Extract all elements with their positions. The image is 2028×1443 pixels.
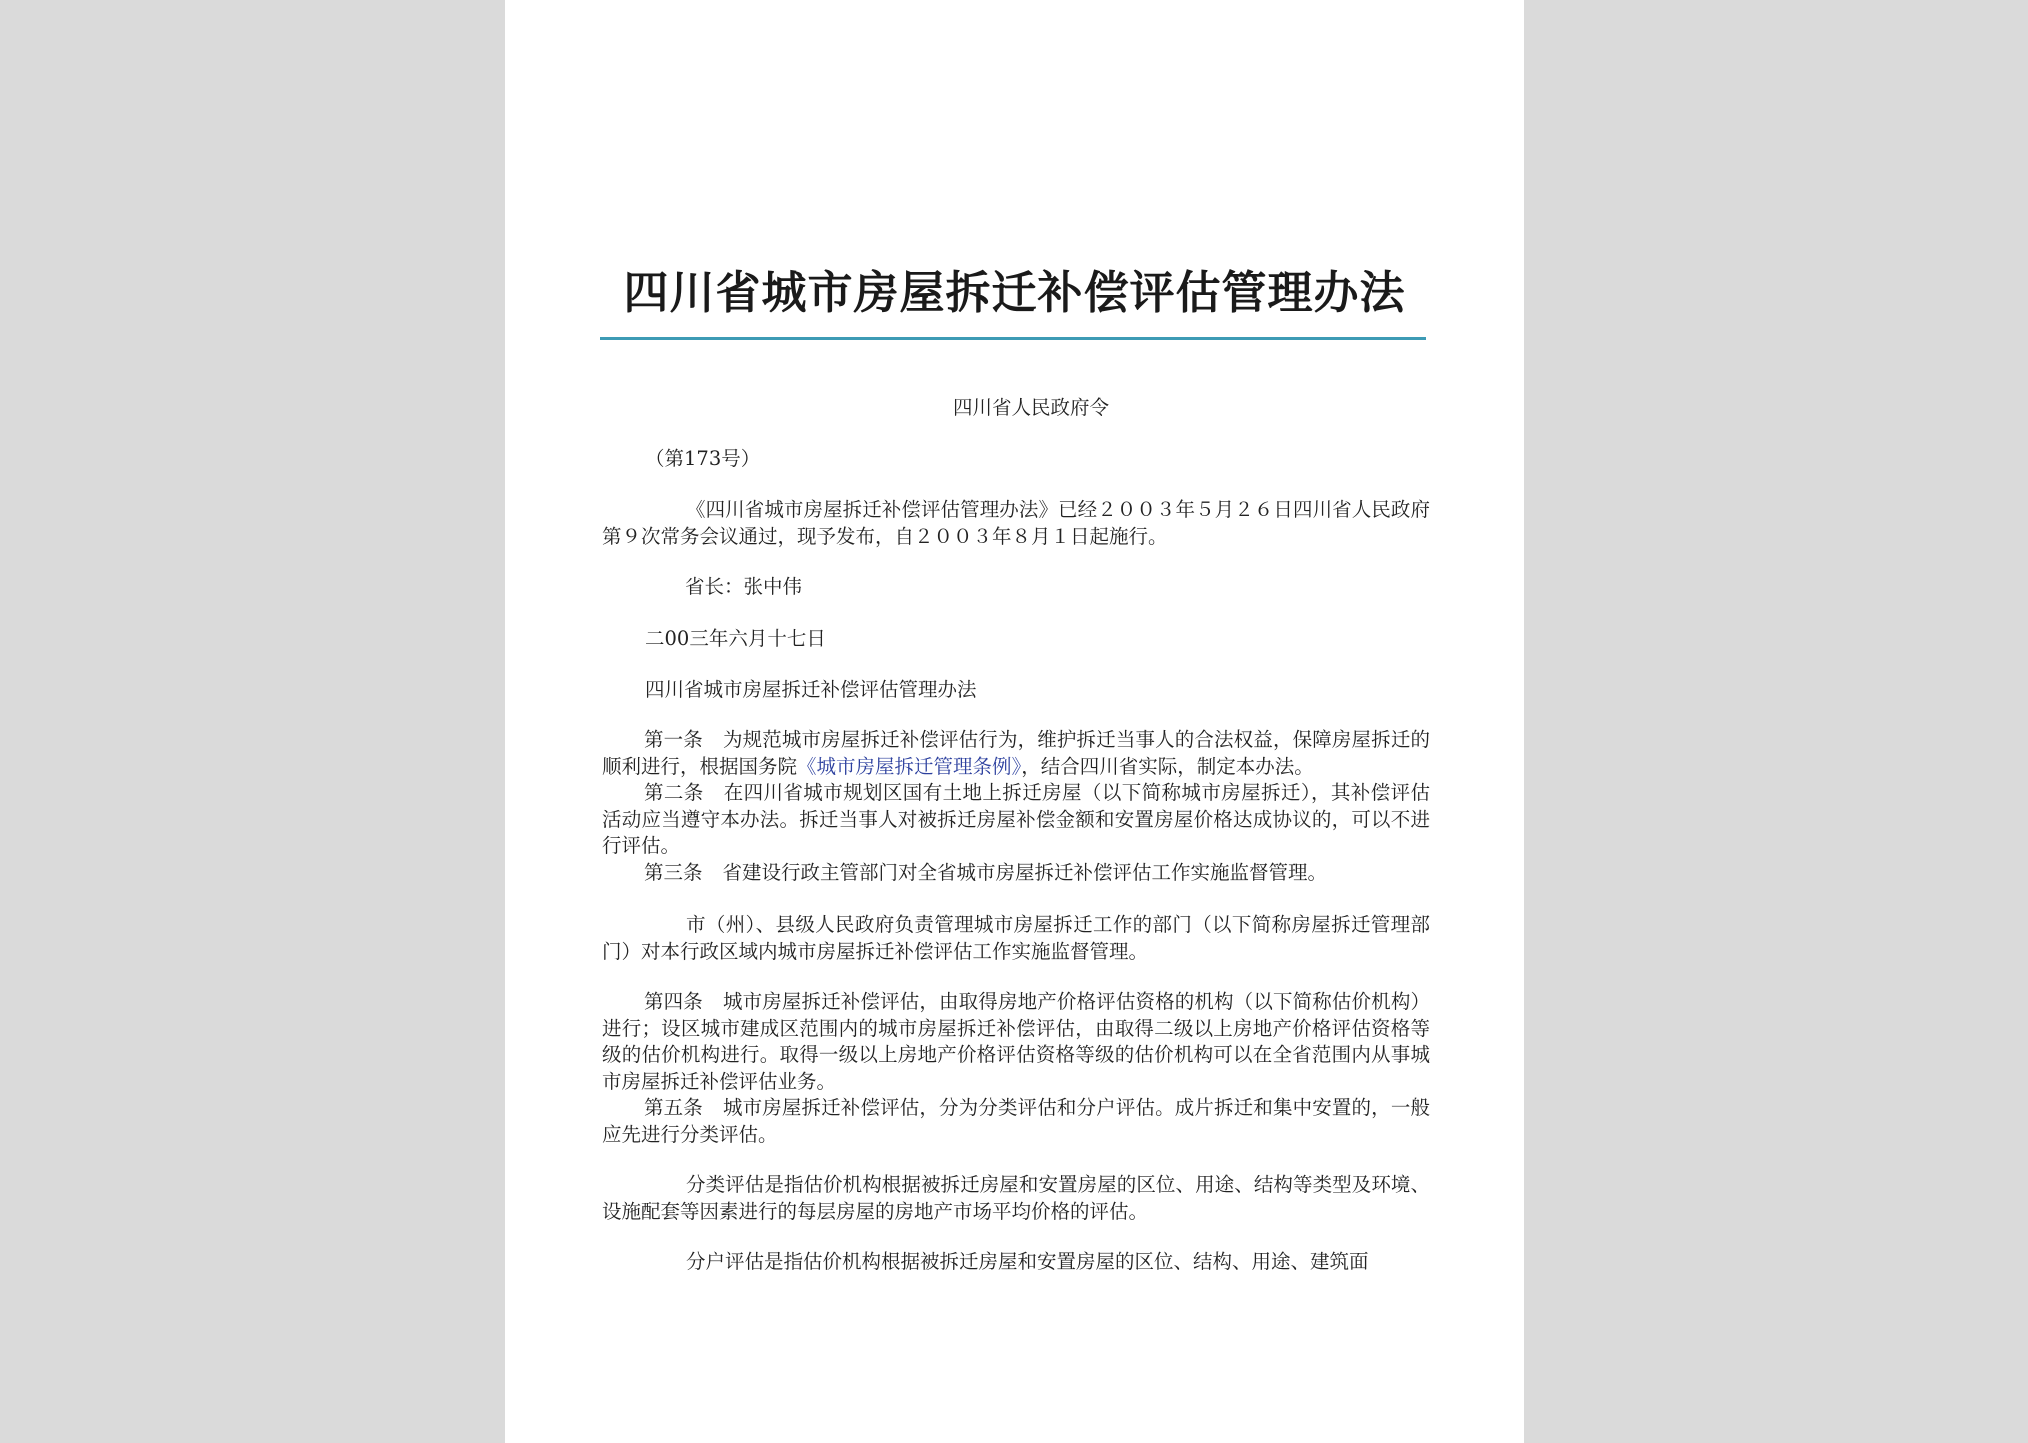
regulation-link[interactable]: 《城市房屋拆迁管理条例》 — [797, 754, 1022, 778]
document-title: 四川省城市房屋拆迁补偿评估管理办法 — [623, 266, 1406, 319]
article-4 — [602, 989, 1430, 1095]
issuer-line: 四川省人民政府令 — [953, 396, 1110, 419]
article-3-paragraph-2: 市（州）、县级人民政府负责管理城市房屋拆迁工作的部门（以下简称房屋拆迁管理部门）对本行政区域内城市房屋拆迁补偿评估工作实施监督管理。 — [602, 913, 1430, 963]
article-5 — [602, 1095, 1430, 1148]
article-5-number: 第五条 — [644, 1096, 703, 1119]
article-2-text: 在四川省城市规划区国有土地上拆迁房屋（以下简称城市房屋拆迁），其补偿评估活动应当遵守本办法。拆迁当事人对被拆迁房屋补偿金额和安置房屋价格达成协议的，可以不进行评估。 — [602, 781, 1430, 857]
article-5-text: 城市房屋拆迁补偿评估，分为分类评估和分户评估。成片拆迁和集中安置的，一般应先进行分类评估。 — [602, 1096, 1430, 1146]
article-4-text: 城市房屋拆迁补偿评估，由取得房地产价格评估资格的机构（以下简称估价机构）进行；设区城市建成区范围内的城市房屋拆迁补偿评估，由取得二级以上房地产价格评估资格等级的估价机构进行。取得一级以上房地产价格评估资格等级的估价机构可以在全省范围内从事城市房屋拆迁补偿评估业务。 — [602, 990, 1430, 1093]
order-number: （第173号） — [645, 447, 761, 470]
article-1-number: 第一条 — [644, 728, 703, 751]
article-5-paragraph-3: 分户评估是指估价机构根据被拆迁房屋和安置房屋的区位、结构、用途、建筑面 — [686, 1250, 1369, 1273]
article-5-paragraph-2: 分类评估是指估价机构根据被拆迁房屋和安置房屋的区位、用途、结构等类型及环境、设施配套等因素进行的每层房屋的房地产市场平均价格的评估。 — [602, 1173, 1430, 1223]
article-3-number: 第三条 — [644, 861, 703, 884]
article-3-text: 省建设行政主管部门对全省城市房屋拆迁补偿评估工作实施监督管理。 — [722, 861, 1328, 884]
title-divider — [600, 337, 1426, 340]
article-4-number: 第四条 — [644, 990, 703, 1013]
regulation-subtitle: 四川省城市房屋拆迁补偿评估管理办法 — [645, 678, 977, 701]
article-1 — [602, 727, 1430, 780]
date-line: 二00三年六月十七日 — [645, 627, 826, 650]
article-2-number: 第二条 — [644, 781, 704, 804]
promulgation-paragraph: 《四川省城市房屋拆迁补偿评估管理办法》已经２００３年５月２６日四川省人民政府第９次常务会议通过，现予发布，自２００３年８月１日起施行。 — [602, 498, 1430, 548]
article-2 — [602, 780, 1430, 860]
article-1-text: 为规范城市房屋拆迁补偿评估行为，维护拆迁当事人的合法权益，保障房屋拆迁的顺利进行，根据国务院 — [602, 728, 1430, 778]
document-page — [505, 0, 1524, 1443]
article-3 — [602, 860, 1430, 887]
governor-line: 省长：张中伟 — [685, 575, 803, 598]
article-1-text-end: ，结合四川省实际，制定本办法。 — [1021, 754, 1314, 778]
